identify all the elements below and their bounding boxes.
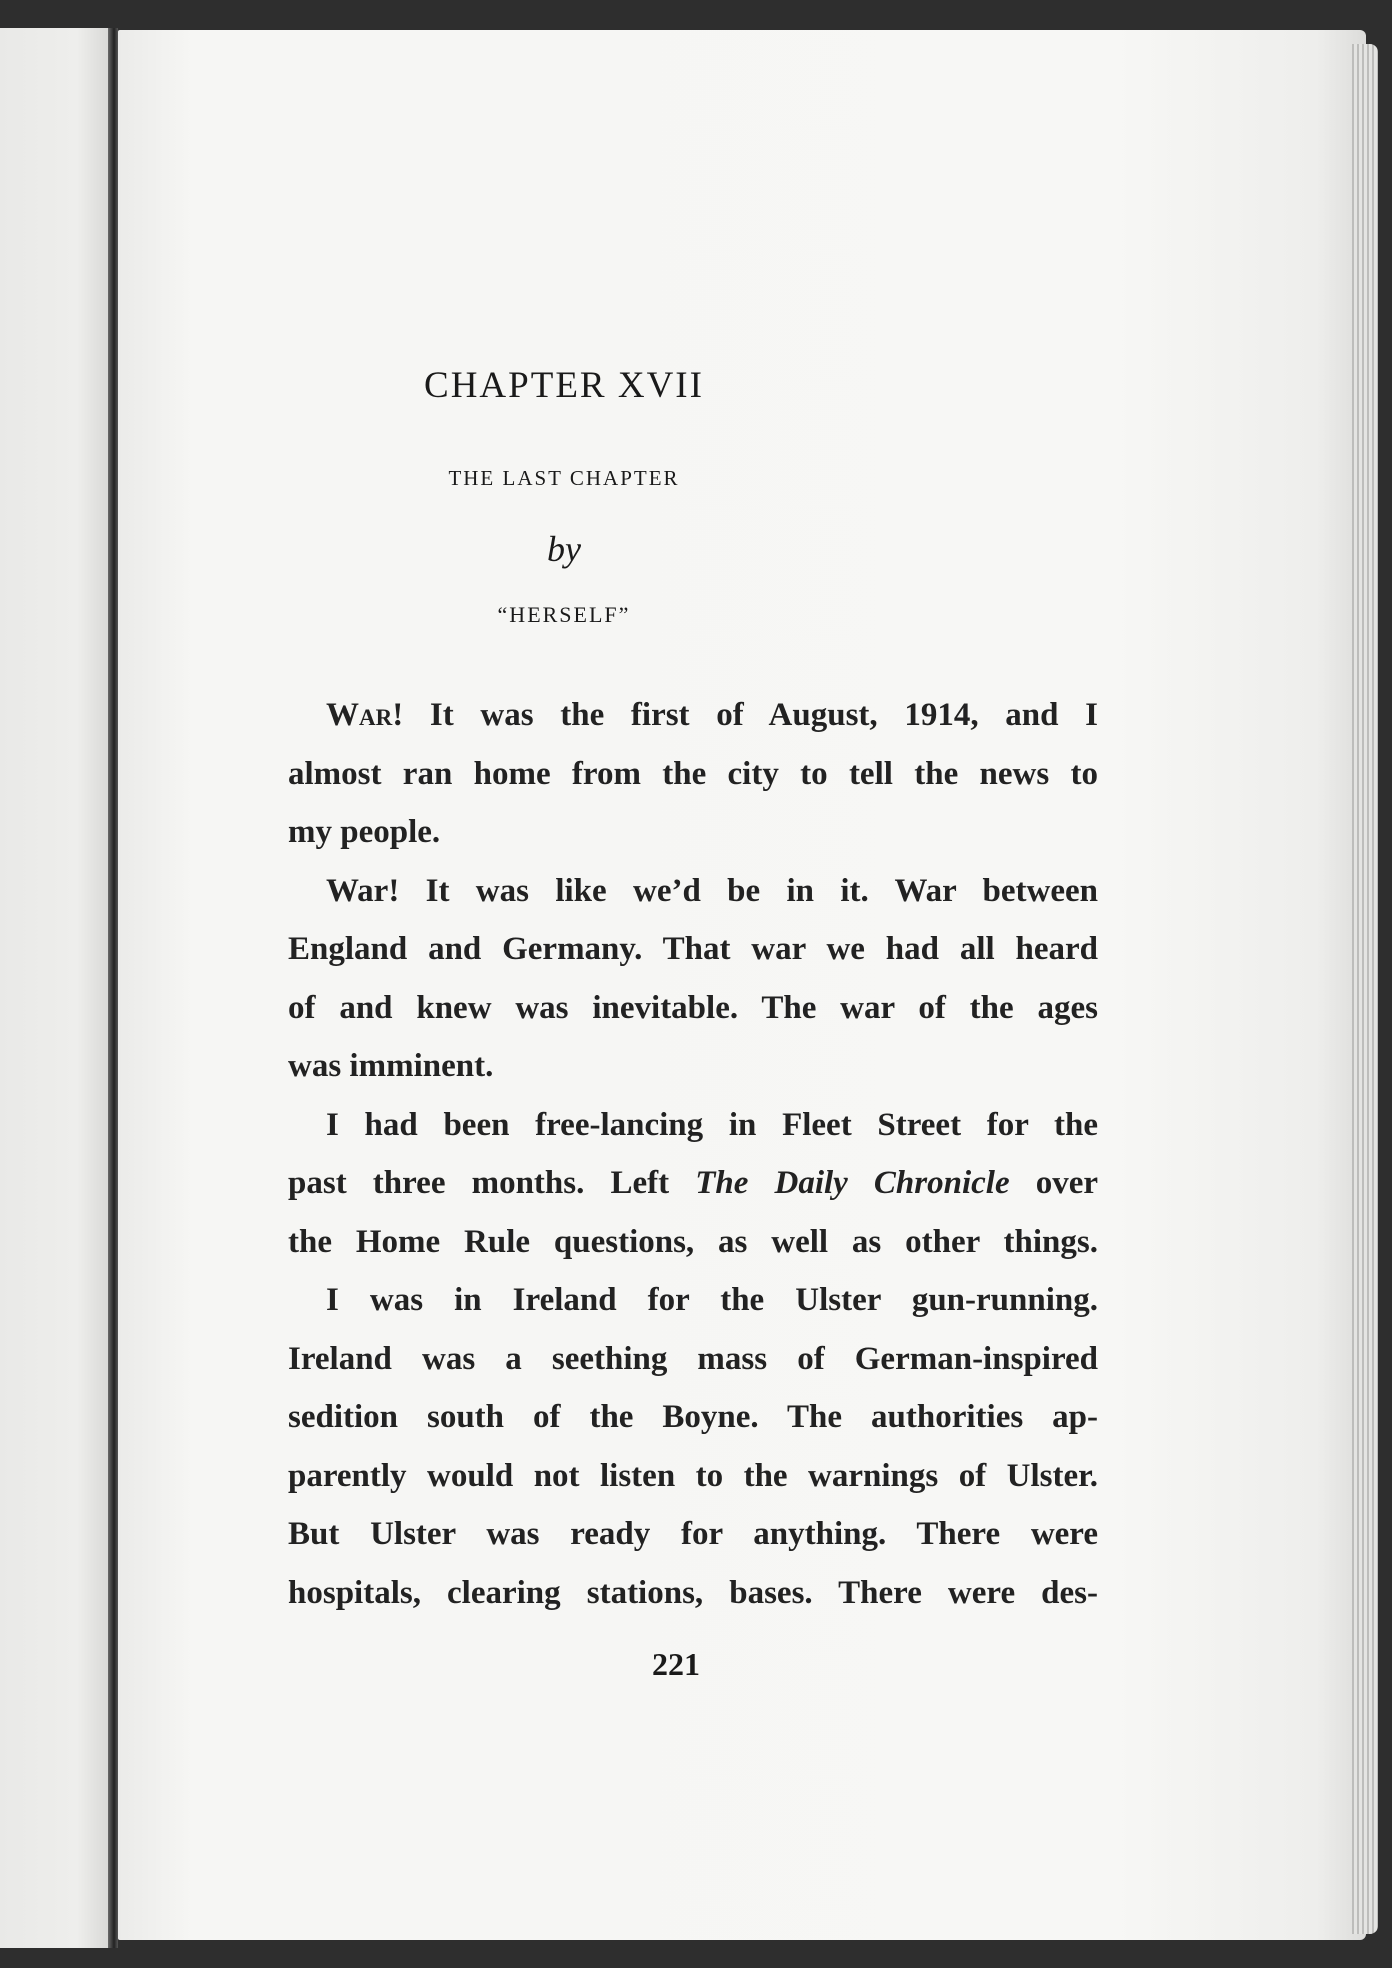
text-line: almost ran home from the city to tell the news to (288, 755, 1098, 792)
text-line: England and Germany. That war we had all heard (288, 931, 1098, 967)
text-line: past three months. Left The Daily Chronicle over (288, 1165, 1098, 1201)
text-line: of and knew was inevitable. The war of the ages (288, 989, 1098, 1026)
text-line: sedition south of the Boyne. The authorities ap- (288, 1399, 1098, 1435)
byline-author: “HERSELF” (497, 602, 631, 627)
facing-page (0, 28, 110, 1948)
book-gutter (108, 28, 118, 1948)
text-line: War! It was the first of August, 1914, and I (326, 697, 1098, 733)
page-number: 221 (652, 1646, 700, 1682)
text-line: War! It was like we’d be in it. War between (326, 872, 1098, 909)
chapter-body (288, 686, 1098, 1622)
text-line: Ireland was a seething mass of German-inspired (288, 1340, 1098, 1377)
byline-by: by (547, 529, 581, 569)
chapter-title: THE LAST CHAPTER (448, 466, 680, 490)
text-line: was imminent. (288, 1048, 494, 1084)
text-line: I was in Ireland for the Ulster gun-running. (326, 1282, 1098, 1318)
page-edges (1352, 44, 1378, 1934)
newspaper-title: The Daily Chronicle (695, 1165, 1010, 1201)
paragraph (288, 686, 1098, 862)
chapter-heading: CHAPTER XVII (424, 365, 704, 406)
text-line: I had been free-lancing in Fleet Street for the (326, 1106, 1098, 1143)
text-line: the Home Rule questions, as well as other things. (288, 1223, 1098, 1260)
paragraph (288, 862, 1098, 1096)
paragraph (288, 1271, 1098, 1622)
drop-word: War (326, 697, 393, 733)
paragraph (288, 1096, 1098, 1272)
text-line: my people. (288, 814, 441, 850)
text-line: hospitals, clearing stations, bases. There were des- (288, 1574, 1098, 1611)
text-line: parently would not listen to the warnings of Ulster. (288, 1457, 1098, 1494)
text-line: But Ulster was ready for anything. There were (288, 1516, 1098, 1552)
